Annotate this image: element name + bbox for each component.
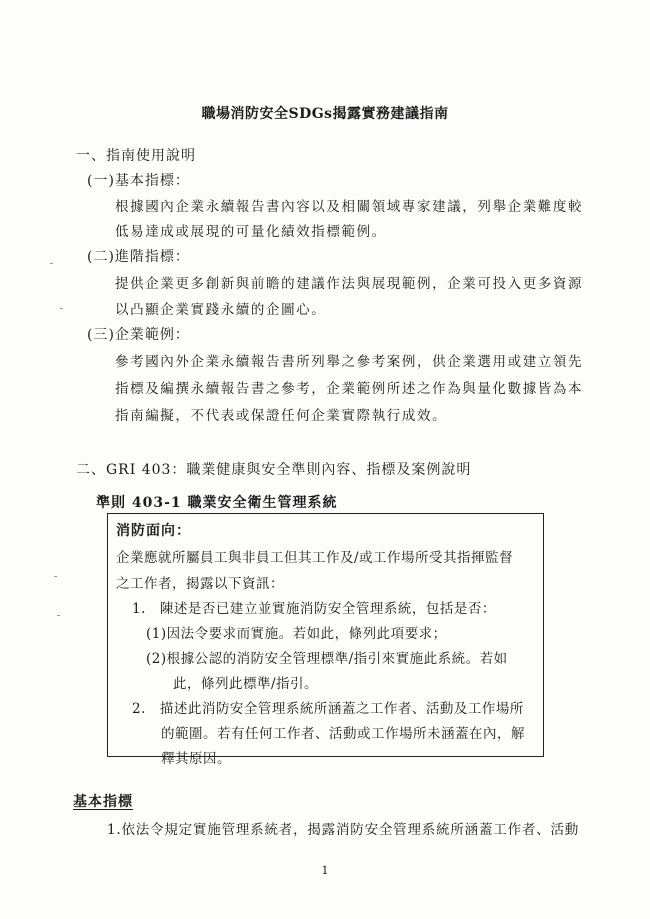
box-item-1-sub-2: (2)根據公認的消防安全管理標準/指引來實施此系統。若如 — [146, 651, 508, 667]
paragraph-line: 根據國內企業永續報告書內容以及相關領域專家建議，列舉企業難度較 — [115, 199, 584, 215]
standard-title: 準則 403-1 職業安全衛生管理系統 — [96, 495, 338, 511]
paragraph-line: 指標及編撰永續報告書之參考，企業範例所述之作為與量化數據皆為本 — [115, 381, 584, 397]
company-example-label: (三)企業範例： — [87, 327, 190, 343]
paragraph-line: 低易達成或展現的可量化績效指標範例。 — [115, 224, 387, 240]
box-item-1: 1. 陳述是否已建立並實施消防安全管理系統，包括是否： — [132, 601, 496, 617]
scan-speck — [50, 263, 53, 264]
basic-indicator-label: (一)基本指標： — [87, 173, 190, 189]
box-item-2-cont: 釋其原因。 — [161, 751, 231, 767]
basic-indicator-heading: 基本指標 — [73, 794, 133, 810]
scan-speck — [57, 615, 60, 616]
box-item-2-cont: 的範圍。若有任何工作者、活動或工作場所未涵蓋在內，解 — [161, 726, 525, 742]
box-line: 企業應就所屬員工與非員工但其工作及/或工作場所受其指揮監督 — [116, 550, 514, 566]
paragraph-line: 指南編擬，不代表或保證任何企業實際執行成效。 — [115, 408, 448, 424]
page-number: 1 — [321, 864, 329, 877]
basic-indicator-line: 1.依法令規定實施管理系統者，揭露消防安全管理系統所涵蓋工作者、活動 — [107, 822, 580, 838]
scan-speck — [54, 576, 57, 577]
box-item-1-sub-1: (1)因法令要求而實施。若如此，條列此項要求； — [146, 626, 447, 642]
section2-heading: 二、GRI 403：職業健康與安全準則內容、指標及案例說明 — [76, 462, 472, 478]
paragraph-line: 參考國內外企業永續報告書所列舉之參考案例，供企業選用或建立領先 — [115, 354, 584, 370]
box-item-1-sub-2-cont: 此，條列此標準/指引。 — [173, 676, 319, 692]
advanced-indicator-label: (二)進階指標： — [87, 249, 190, 265]
box-item-2: 2. 描述此消防安全管理系統所涵蓋之工作者、活動及工作場所 — [132, 701, 524, 717]
paragraph-line: 以凸顯企業實踐永續的企圖心。 — [115, 302, 327, 318]
box-line: 之工作者，揭露以下資訊： — [116, 576, 284, 592]
paragraph-line: 提供企業更多創新與前瞻的建議作法與展現範例，企業可投入更多資源 — [115, 276, 584, 292]
scan-speck — [60, 308, 63, 309]
box-heading: 消防面向： — [116, 523, 191, 539]
document-title: 職場消防安全SDGs揭露實務建議指南 — [201, 106, 449, 122]
section1-heading: 一、指南使用說明 — [76, 148, 196, 164]
